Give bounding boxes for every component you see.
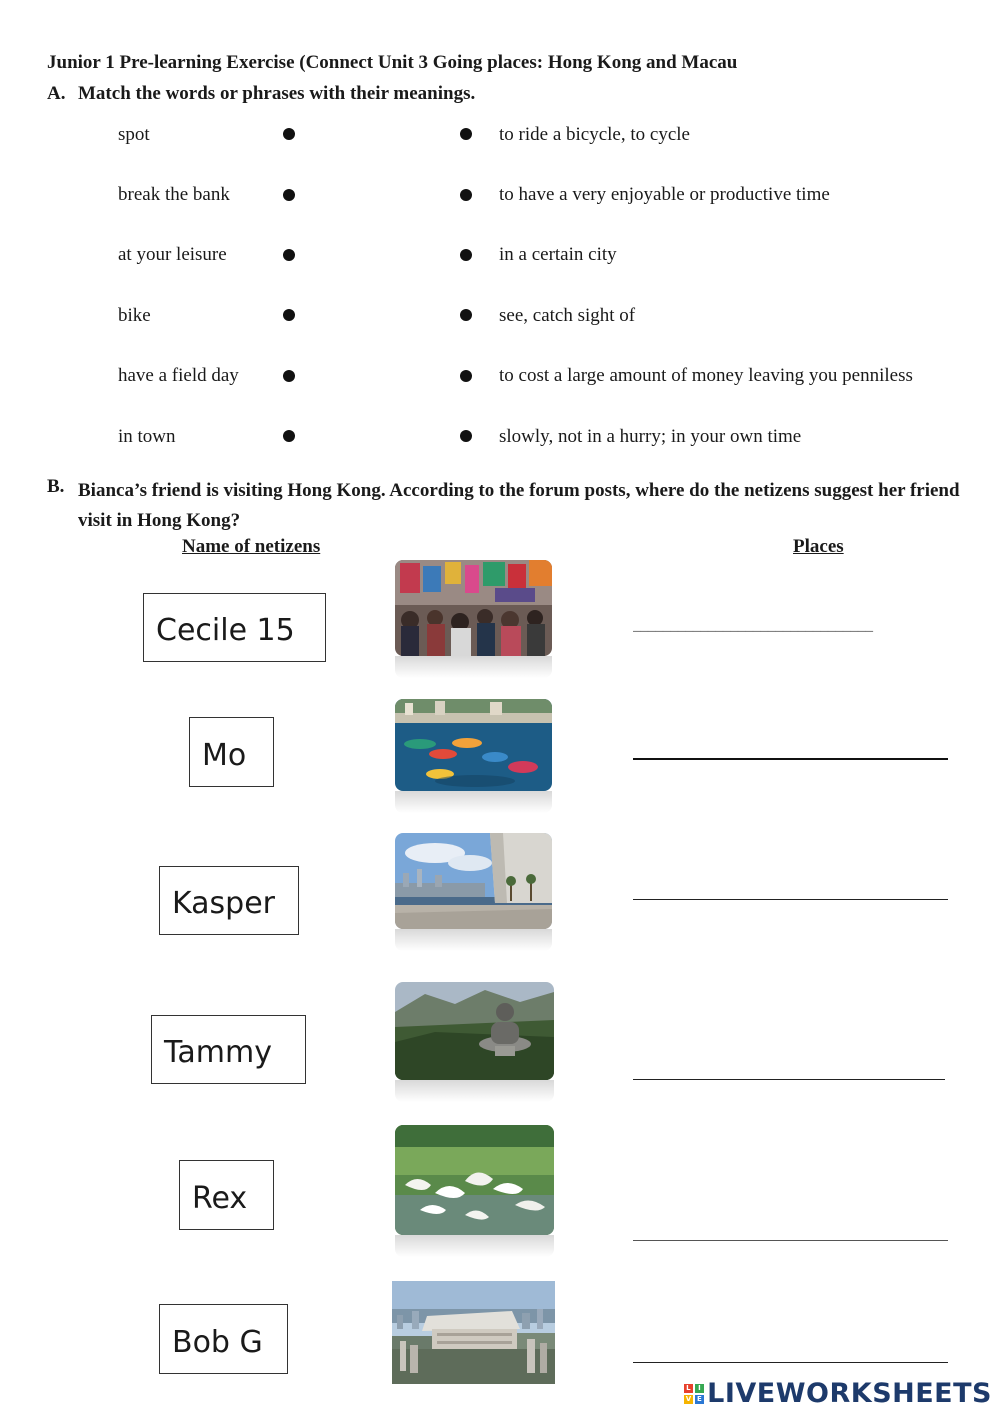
column-header-places: Places xyxy=(793,536,844,557)
netizen-name-box-4 xyxy=(151,1015,306,1084)
match-word-4: bike xyxy=(118,305,151,326)
photo-reflection xyxy=(395,1080,554,1102)
section-b-instruction: Bianca’s friend is visiting Hong Kong. According to the forum posts, where do the netizens suggest her friend visit in Hong Kong? xyxy=(78,480,960,531)
answer-line-6[interactable] xyxy=(633,1362,948,1363)
logo-mark-icon xyxy=(684,1384,704,1404)
netizen-name-1: Cecile 15 xyxy=(156,613,295,648)
match-meaning-1: to ride a bicycle, to cycle xyxy=(499,124,690,145)
match-meaning-3: in a certain city xyxy=(499,244,617,265)
match-word-1: spot xyxy=(118,124,150,145)
answer-line-2[interactable] xyxy=(633,758,948,760)
netizen-name-6: Bob G xyxy=(172,1324,263,1360)
answer-blank-1[interactable]: ________________________________ xyxy=(633,618,873,634)
section-b-label: B. xyxy=(47,476,65,497)
logo-text: LIVEWORKSHEETS xyxy=(707,1378,992,1409)
match-meaning-2: to have a very enjoyable or productive time xyxy=(499,184,830,205)
waterfront-skyline-photo xyxy=(395,833,552,929)
right-dot-6[interactable] xyxy=(460,430,472,442)
page-title: Junior 1 Pre-learning Exercise (Connect Unit 3 Going places: Hong Kong and Macau xyxy=(47,52,738,73)
left-dot-3[interactable] xyxy=(283,249,295,261)
match-word-6: in town xyxy=(118,426,176,447)
logo-letter-l: L xyxy=(684,1384,693,1393)
logo-letter-v: V xyxy=(685,1394,692,1403)
match-meaning-4: see, catch sight of xyxy=(499,305,636,326)
match-word-2: break the bank xyxy=(118,184,230,205)
match-meaning-5: to cost a large amount of money leaving you penniless xyxy=(499,365,913,386)
liveworksheets-logo xyxy=(684,1378,992,1409)
netizen-name-box-2 xyxy=(189,717,274,787)
right-dot-4[interactable] xyxy=(460,309,472,321)
harbour-boats-photo xyxy=(395,699,552,791)
netizen-name-4: Tammy xyxy=(164,1035,272,1070)
left-dot-1[interactable] xyxy=(283,128,295,140)
skyline-building-photo xyxy=(392,1281,555,1384)
match-word-5: have a field day xyxy=(118,365,239,386)
answer-line-4[interactable] xyxy=(633,1079,945,1080)
section-a-instruction: Match the words or phrases with their meanings. xyxy=(78,83,476,104)
match-meaning-6: slowly, not in a hurry; in your own time xyxy=(499,426,802,447)
netizen-name-box-3 xyxy=(159,866,299,935)
left-dot-4[interactable] xyxy=(283,309,295,321)
left-dot-5[interactable] xyxy=(283,370,295,382)
right-dot-2[interactable] xyxy=(460,189,472,201)
left-dot-6[interactable] xyxy=(283,430,295,442)
right-dot-3[interactable] xyxy=(460,249,472,261)
right-dot-5[interactable] xyxy=(460,370,472,382)
big-buddha-photo xyxy=(395,982,554,1080)
netizen-name-2: Mo xyxy=(202,737,247,773)
left-dot-2[interactable] xyxy=(283,189,295,201)
right-dot-1[interactable] xyxy=(460,128,472,140)
photo-reflection xyxy=(395,791,552,813)
answer-line-3[interactable] xyxy=(633,899,948,900)
match-word-3: at your leisure xyxy=(118,244,227,265)
egrets-wetland-photo xyxy=(395,1125,554,1235)
netizen-name-box-6 xyxy=(159,1304,288,1374)
section-a-label: A. xyxy=(47,83,66,104)
column-header-netizens: Name of netizens xyxy=(182,536,321,557)
answer-line-5[interactable] xyxy=(633,1240,948,1241)
netizen-name-box-1 xyxy=(143,593,326,662)
photo-reflection xyxy=(395,929,552,951)
logo-letter-i: I xyxy=(695,1384,704,1393)
street-market-photo xyxy=(395,560,552,656)
netizen-name-5: Rex xyxy=(192,1180,248,1216)
netizen-name-3: Kasper xyxy=(172,886,275,921)
photo-reflection xyxy=(395,656,552,678)
photo-reflection xyxy=(395,1235,554,1257)
netizen-name-box-5 xyxy=(179,1160,274,1230)
logo-letter-e: E xyxy=(697,1394,703,1403)
